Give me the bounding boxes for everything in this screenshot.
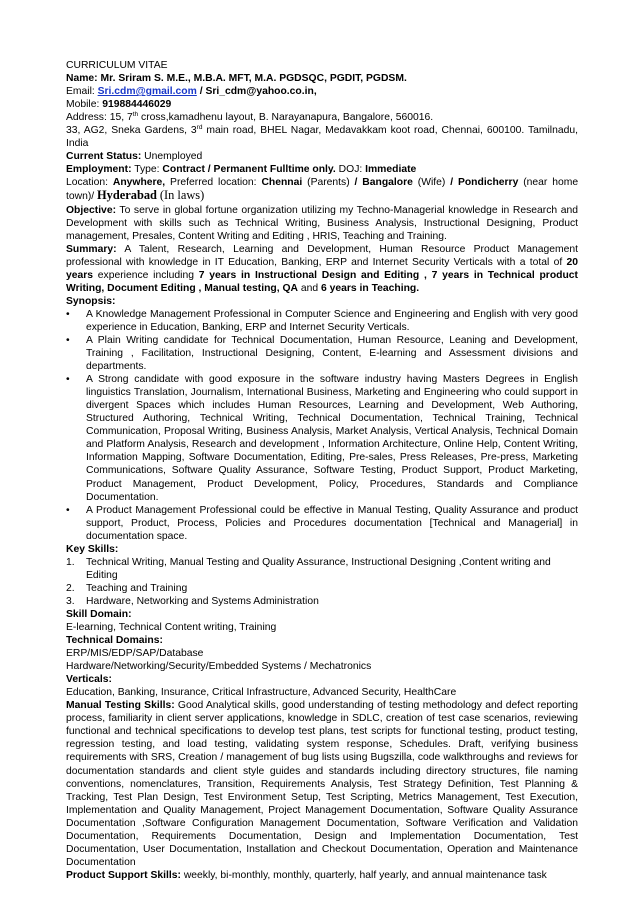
email-label: Email: <box>66 86 95 98</box>
location-current: Anywhere, <box>112 177 166 189</box>
address-line-3: Tamilnadu, India <box>66 125 578 150</box>
document-title: CURRICULUM VITAE <box>66 60 168 71</box>
name-label: Name: <box>66 73 98 85</box>
address-line-2 <box>66 124 578 150</box>
product-support-text: weekly, bi-monthly, monthly, quarterly, half yearly, and annual maintenance task <box>183 869 547 881</box>
address-line-1-sup: th <box>132 111 139 119</box>
skill-domain-heading: Skill Domain: <box>66 608 132 620</box>
summary-teaching-years: 6 years in Teaching. <box>320 282 420 294</box>
location-city-chennai: Chennai <box>261 177 303 189</box>
location-city-bangalore: Bangalore <box>362 177 413 189</box>
summary-total-years: 20 years <box>66 256 578 281</box>
bullet-icon: • <box>66 334 70 346</box>
key-skill-item <box>66 582 578 595</box>
objective-label: Objective: <box>66 204 117 216</box>
location-separator-1: / <box>354 177 358 189</box>
key-skill-number: 2. <box>66 582 75 594</box>
address-line-1-part-a: 15, 7 <box>109 112 133 124</box>
product-support-paragraph <box>66 869 578 882</box>
verticals-heading: Verticals: <box>66 674 113 686</box>
current-status-value: Unemployed <box>144 151 203 163</box>
employment-line <box>66 163 578 176</box>
synopsis-item-text: A Plain Writing candidate for Technical Documentation, Human Resource, Leaning and Development, Training , Facilitation, Instructional Designing, Content, E-learning and Assessment divisions and departments. <box>86 334 578 373</box>
summary-paragraph <box>66 243 578 295</box>
employment-type-label: Type: <box>134 164 160 176</box>
summary-text: A Talent, Research, Learning and Development, Human Resource Product Management professional with knowledge in IT Education, Banking, ERP and Internet Security Verticals with a total of <box>66 243 578 268</box>
mobile-line <box>66 98 578 111</box>
summary-experience-breakdown: 7 years in Instructional Design and Editing , 7 years in Technical product Writing, Document Editing , Manual testing, QA <box>66 269 578 294</box>
mobile-value: 919884446029 <box>102 99 172 111</box>
objective-text: To serve in global fortune organization utilizing my Techno-Managerial knowledge in Research and Development with skills such as Technical Writing, Business Analysis, Instructional Designing, Product management, Presales, Content Writing and Editing , HRIS, Teaching and Training. <box>66 204 578 242</box>
current-status-line <box>66 150 578 163</box>
address-line-2-part-a: 33, AG2, Sneka Gardens, 3 <box>66 125 197 137</box>
synopsis-heading: Synopsis: <box>66 295 116 307</box>
location-city-pondicherry-note: (near home town)/ <box>66 177 579 203</box>
email-primary-link[interactable]: Sri.cdm@gmail.com <box>97 86 197 98</box>
location-line <box>66 176 578 203</box>
manual-testing-text: Good Analytical skills, good understanding of testing methodology and defect reporting process, familiarity in client server applications, knowledge in SDLC, creation of test case scenarios, reviewing functional and technical specifications to develop test plans, test scripts for functional testing, product testing, regression testing, and load testing, validating system response, Schedules. Draft, verifying business requirements with SRS, Creation / management of bug lists using Bugszilla, code walkthroughs and reviews for documentation standards and client style guides and standards including directory structures, file naming conventions, nomenclatures, Transition, Requirements Analysis, Test Strategy Definition, Test Planning & Tracking, Test Plan Design, Test Environment Setup, Test Scripting, Metrics Management, Test Execution, Implementation and Quality Management, Project Management Documentation, Software Quality Assurance Documentation ,Software Configuration Management Documentation, Software Verification and Validation Documentation, Requirements Documentation, Design and Implementation Documentation, Test Documentation, User Documentation, Installation and Checkout Documentation, Operation and Maintenance Documentation <box>66 700 578 868</box>
key-skill-text: Hardware, Networking and Systems Administration <box>86 595 319 607</box>
summary-text-3: and <box>300 282 319 294</box>
resume-page <box>66 59 578 882</box>
location-label: Location: <box>66 177 108 189</box>
email-secondary: Sri_cdm@yahoo.co.in, <box>205 86 317 98</box>
synopsis-item <box>66 373 578 503</box>
employment-label: Employment: <box>66 164 132 176</box>
address-line-1 <box>66 111 578 124</box>
mobile-label: Mobile: <box>66 99 100 111</box>
doj-value: Immediate <box>365 164 417 176</box>
synopsis-item-text: A Strong candidate with good exposure in the software industry having Masters Degrees in English linguistics Translation, Journalism, International Business, Marketing and Engineering who could support in divergent Spaces which includes Human Resources, Learning and Development, Web Authoring, Structured Authoring, Technical Writing, Technical Documentation, Technical Training, Technical Communication, Proposal Writing, Business Analysis, Market Analysis, Vertical Analysis, Technical Domain and Platform Analysis, Research and development , Information Architecture, Online Help, Content Writing, Information Mapping, Software Documentation, Editing, Pre-sales, Press Releases, Pre-press, Marketing Communications, Software Quality Assurance, Software Testing, Product Support, Product Marketing, Product Management, Product Development, Policy, Procedures, Standards and Compliance Documentation. <box>86 374 578 503</box>
manual-testing-paragraph <box>66 699 578 869</box>
synopsis-item-text: A Knowledge Management Professional in Computer Science and Engineering and English with very good experience in Education, Banking, ERP and Internet Security Verticals. <box>86 308 578 333</box>
address-line-2-sup: rd <box>196 124 203 132</box>
key-skill-text: Technical Writing, Manual Testing and Quality Assurance, Instructional Designing ,Content writing and Editing <box>86 556 551 581</box>
key-skill-item <box>66 595 578 608</box>
key-skill-number: 3. <box>66 595 75 607</box>
bullet-icon: • <box>66 308 70 320</box>
email-line <box>66 85 578 98</box>
doj-label: DOJ: <box>338 164 363 176</box>
summary-text-2: experience including <box>97 269 194 281</box>
summary-label: Summary: <box>66 243 117 255</box>
objective-paragraph <box>66 204 578 243</box>
employment-type-value: Contract / Permanent Fulltime only. <box>162 164 336 176</box>
manual-testing-label: Manual Testing Skills: <box>66 700 175 712</box>
technical-domains-line-1: ERP/MIS/EDP/SAP/Database <box>66 648 204 660</box>
skill-domain-text: E-learning, Technical Content writing, Training <box>66 622 277 634</box>
synopsis-item <box>66 308 578 334</box>
address-label: Address: <box>66 112 107 124</box>
technical-domains-line-2: Hardware/Networking/Security/Embedded Systems / Mechatronics <box>66 661 372 673</box>
synopsis-item <box>66 334 578 373</box>
key-skill-item <box>66 556 578 582</box>
location-city-chennai-note: (Parents) <box>307 177 350 189</box>
current-status-label: Current Status: <box>66 151 142 163</box>
synopsis-item-text: A Product Management Professional could be effective in Manual Testing, Quality Assurance and product support, Product, Process, Policies and Procedures documentation [Technical and Managerial] in documentation space. <box>86 504 578 542</box>
location-separator-2: / <box>450 177 454 189</box>
key-skill-number: 1. <box>66 556 75 568</box>
name-line <box>66 72 578 85</box>
bullet-icon: • <box>66 374 70 386</box>
verticals-text: Education, Banking, Insurance, Critical Infrastructure, Advanced Security, HealthCare <box>66 687 457 699</box>
key-skills-heading: Key Skills: <box>66 543 119 555</box>
synopsis-item <box>66 504 578 543</box>
address-line-1-part-b: cross,kamadhenu layout, B. Narayanapura, Bangalore, 560016. <box>141 112 434 124</box>
location-city-hyderabad: Hyderabad <box>97 188 157 203</box>
name-value: Mr. Sriram S. M.E., M.B.A. MFT, M.A. PGDSQC, PGDIT, PGDSM. <box>100 73 407 85</box>
preferred-location-label: Preferred location: <box>170 177 257 189</box>
product-support-label: Product Support Skills: <box>66 869 181 881</box>
key-skill-text: Teaching and Training <box>86 582 188 594</box>
email-separator: / <box>199 86 203 98</box>
technical-domains-heading: Technical Domains: <box>66 635 163 647</box>
bullet-icon: • <box>66 504 70 516</box>
location-city-hyderabad-note: (In laws) <box>159 188 205 203</box>
location-city-pondicherry: Pondicherry <box>457 177 519 189</box>
address-line-2-part-b: main road, BHEL Nagar, Medavakkam koot road, Chennai, 600100. <box>206 125 525 137</box>
location-city-bangalore-note: (Wife) <box>417 177 446 189</box>
